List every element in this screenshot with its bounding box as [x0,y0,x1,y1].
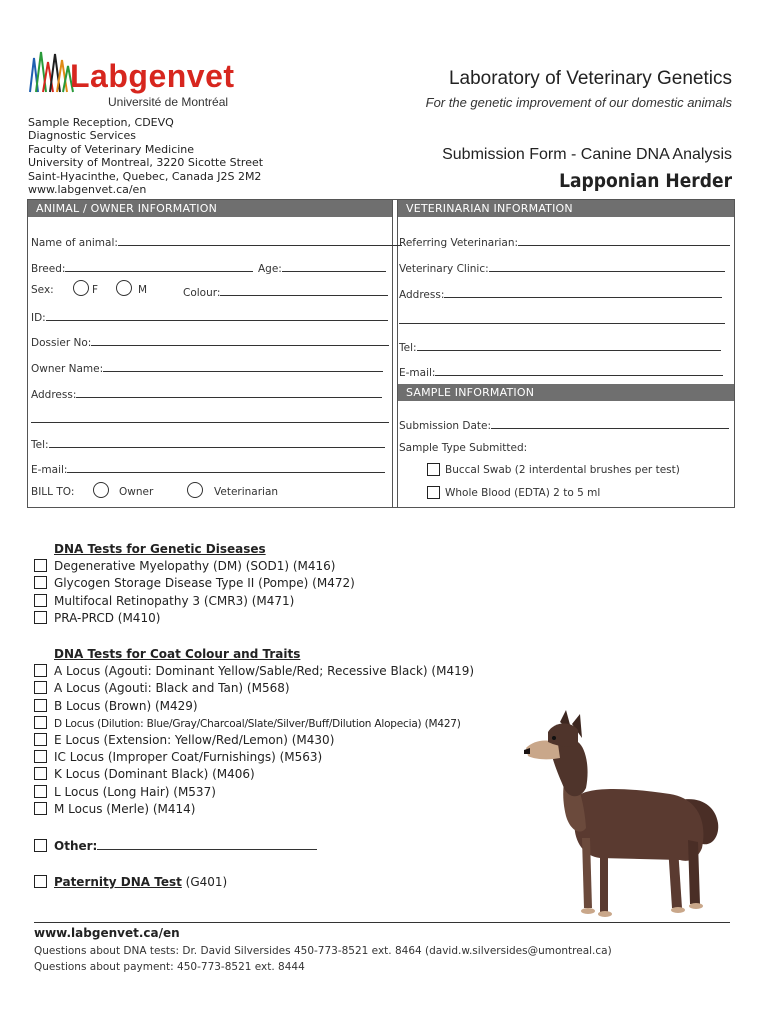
test-checkbox[interactable] [34,594,47,607]
lab-subtitle: For the genetic improvement of our domestic animals [425,95,732,110]
test-label: Multifocal Retinopathy 3 (CMR3) (M471) [54,593,295,608]
test-checkbox[interactable] [34,785,47,798]
other-input[interactable] [97,837,317,850]
test-label: Degenerative Myelopathy (DM) (SOD1) (M416) [54,559,336,574]
dna-peaks-icon [28,48,74,94]
coat-trait-tests [34,646,474,818]
age-label: Age: [258,263,282,275]
footer-payment-questions: Questions about payment: 450-773-8521 ext. 8444 [34,961,305,973]
vet-clinic-label: Veterinary Clinic: [399,263,489,275]
sex-f-label: F [92,284,99,296]
test-checkbox[interactable] [34,802,47,815]
colour-input[interactable] [220,284,388,296]
owner-address-label: Address: [31,389,77,401]
name-of-animal-label: Name of animal: [31,237,118,249]
sex-m-radio[interactable] [116,280,132,296]
owner-address-line2[interactable] [31,421,389,423]
vet-address-label: Address: [399,289,445,301]
test-label: PRA-PRCD (M410) [54,610,161,625]
test-checkbox[interactable] [34,576,47,589]
test-item[interactable] [34,715,474,732]
owner-email-label: E-mail: [31,464,68,476]
whole-blood-checkbox[interactable] [427,486,440,499]
lapponian-herder-dog-image [520,708,730,920]
address-link[interactable]: www.labgenvet.ca/en [28,183,147,197]
name-of-animal-field[interactable] [31,234,402,249]
address-line: University of Montreal, 3220 Sicotte Street [28,156,264,170]
owner-address-field[interactable] [31,386,382,401]
test-checkbox[interactable] [34,681,47,694]
animal-owner-header: ANIMAL / OWNER INFORMATION [28,200,392,217]
paternity-label: Paternity DNA Test [54,875,182,889]
age-field[interactable] [258,260,386,275]
sex-f-radio[interactable] [73,280,89,296]
test-label: E Locus (Extension: Yellow/Red/Lemon) (M430) [54,732,335,747]
sample-type-label: Sample Type Submitted: [399,442,528,454]
test-label: K Locus (Dominant Black) (M406) [54,767,255,782]
colour-field[interactable] [183,284,388,299]
vet-tel-field[interactable] [399,339,721,354]
owner-tel-input[interactable] [49,436,385,448]
test-item[interactable] [34,749,474,766]
form-title: Submission Form - Canine DNA Analysis [442,146,732,163]
test-label: A Locus (Agouti: Dominant Yellow/Sable/Red; Recessive Black) (M419) [54,664,475,679]
test-item[interactable] [34,784,474,801]
id-label: ID: [31,312,46,324]
test-label: B Locus (Brown) (M429) [54,698,198,713]
owner-email-input[interactable] [67,461,385,473]
veterinarian-header: VETERINARIAN INFORMATION [398,200,734,217]
referring-vet-label: Referring Veterinarian: [399,237,519,249]
bill-owner-radio[interactable] [93,482,109,498]
test-checkbox[interactable] [34,699,47,712]
whole-blood-label: Whole Blood (EDTA) 2 to 5 ml [445,487,601,499]
vet-clinic-input[interactable] [489,260,725,272]
vet-address-input[interactable] [444,286,722,298]
vet-clinic-field[interactable] [399,260,725,275]
footer-url-link[interactable]: www.labgenvet.ca/en [34,926,180,940]
vet-address-field[interactable] [399,286,722,301]
owner-tel-field[interactable] [31,436,385,451]
info-box [27,199,735,508]
test-checkbox[interactable] [34,733,47,746]
owner-address-input[interactable] [76,386,382,398]
test-item[interactable] [34,575,355,592]
other-test[interactable] [34,837,317,854]
owner-name-field[interactable] [31,360,383,375]
test-item[interactable] [34,766,474,783]
test-item[interactable] [34,698,474,715]
breed-field[interactable] [31,260,253,275]
paternity-checkbox[interactable] [34,875,47,888]
age-input[interactable] [282,260,386,272]
test-checkbox[interactable] [34,559,47,572]
buccal-swab-checkbox[interactable] [427,463,440,476]
dossier-field[interactable] [31,334,389,349]
id-field[interactable] [31,309,388,324]
test-label: IC Locus (Improper Coat/Furnishings) (M563) [54,750,323,765]
test-checkbox[interactable] [34,611,47,624]
referring-vet-input[interactable] [518,234,730,246]
sex-m-label: M [138,284,148,296]
owner-name-label: Owner Name: [31,363,104,375]
name-of-animal-input[interactable] [118,234,402,246]
address-line: Diagnostic Services [28,129,136,143]
address-line: Sample Reception, CDEVQ [28,116,174,129]
bill-vet-label: Veterinarian [214,486,279,498]
sample-header: SAMPLE INFORMATION [398,384,734,401]
test-checkbox[interactable] [34,767,47,780]
test-checkbox[interactable] [34,664,47,677]
test-item[interactable] [34,593,355,610]
referring-vet-field[interactable] [399,234,730,249]
test-checkbox[interactable] [34,716,47,729]
test-label: M Locus (Merle) (M414) [54,801,196,816]
bill-to-label: BILL TO: [31,486,75,498]
dossier-input[interactable] [91,334,389,346]
breed-input[interactable] [65,260,253,272]
test-item[interactable] [34,732,474,749]
test-label: D Locus (Dilution: Blue/Gray/Charcoal/Slate/Silver/Buff/Dilution Alopecia) (M427) [54,717,461,730]
owner-name-input[interactable] [103,360,383,372]
id-input[interactable] [46,309,388,321]
owner-email-field[interactable] [31,461,385,476]
vet-address-line2[interactable] [399,322,725,324]
vet-tel-input[interactable] [417,339,721,351]
submission-date-field[interactable] [399,417,729,432]
owner-tel-label: Tel: [31,439,49,451]
other-checkbox[interactable] [34,839,47,852]
bill-vet-radio[interactable] [187,482,203,498]
address-line: Saint-Hyacinthe, Quebec, Canada J2S 2M2 [28,169,262,183]
vet-email-input[interactable] [435,364,723,376]
test-checkbox[interactable] [34,750,47,763]
vet-tel-label: Tel: [399,342,417,354]
vet-email-field[interactable] [399,364,723,379]
test-item[interactable] [34,801,474,818]
test-label: A Locus (Agouti: Black and Tan) (M568) [54,681,290,696]
logo-university: Université de Montréal [108,95,229,109]
colour-label: Colour: [183,287,221,299]
test-label: Glycogen Storage Disease Type II (Pompe) (M472) [54,576,355,591]
bill-owner-label: Owner [119,486,154,498]
dossier-label: Dossier No: [31,337,92,349]
test-item[interactable] [34,558,355,575]
paternity-test[interactable] [34,874,227,891]
lab-address [28,116,263,196]
address-line: Faculty of Veterinary Medicine [28,142,195,156]
other-label: Other: [54,839,98,853]
footer-dna-questions: Questions about DNA tests: Dr. David Silversides 450-773-8521 ext. 8464 (david.w.silversides@umontreal.ca) [34,945,612,957]
test-item[interactable] [34,610,355,627]
breed-label: Breed: [31,263,66,275]
vet-email-label: E-mail: [399,367,436,379]
submission-date-label: Submission Date: [399,420,492,432]
footer-divider [34,922,730,923]
genetic-tests-heading: DNA Tests for Genetic Diseases [54,542,266,556]
test-item[interactable] [34,680,474,697]
coat-tests-heading: DNA Tests for Coat Colour and Traits [54,647,301,661]
buccal-swab-label: Buccal Swab (2 interdental brushes per test) [445,464,680,476]
submission-date-input[interactable] [491,417,729,429]
test-item[interactable] [34,663,474,680]
breed-title: Lapponian Herder [559,170,732,192]
genetic-disease-tests [34,541,355,627]
logo-wordmark: Labgenvet [70,58,235,94]
sex-label: Sex: [31,284,54,296]
paternity-code: (G401) [181,875,228,889]
lab-title: Laboratory of Veterinary Genetics [448,68,732,89]
test-label: L Locus (Long Hair) (M537) [54,784,216,799]
